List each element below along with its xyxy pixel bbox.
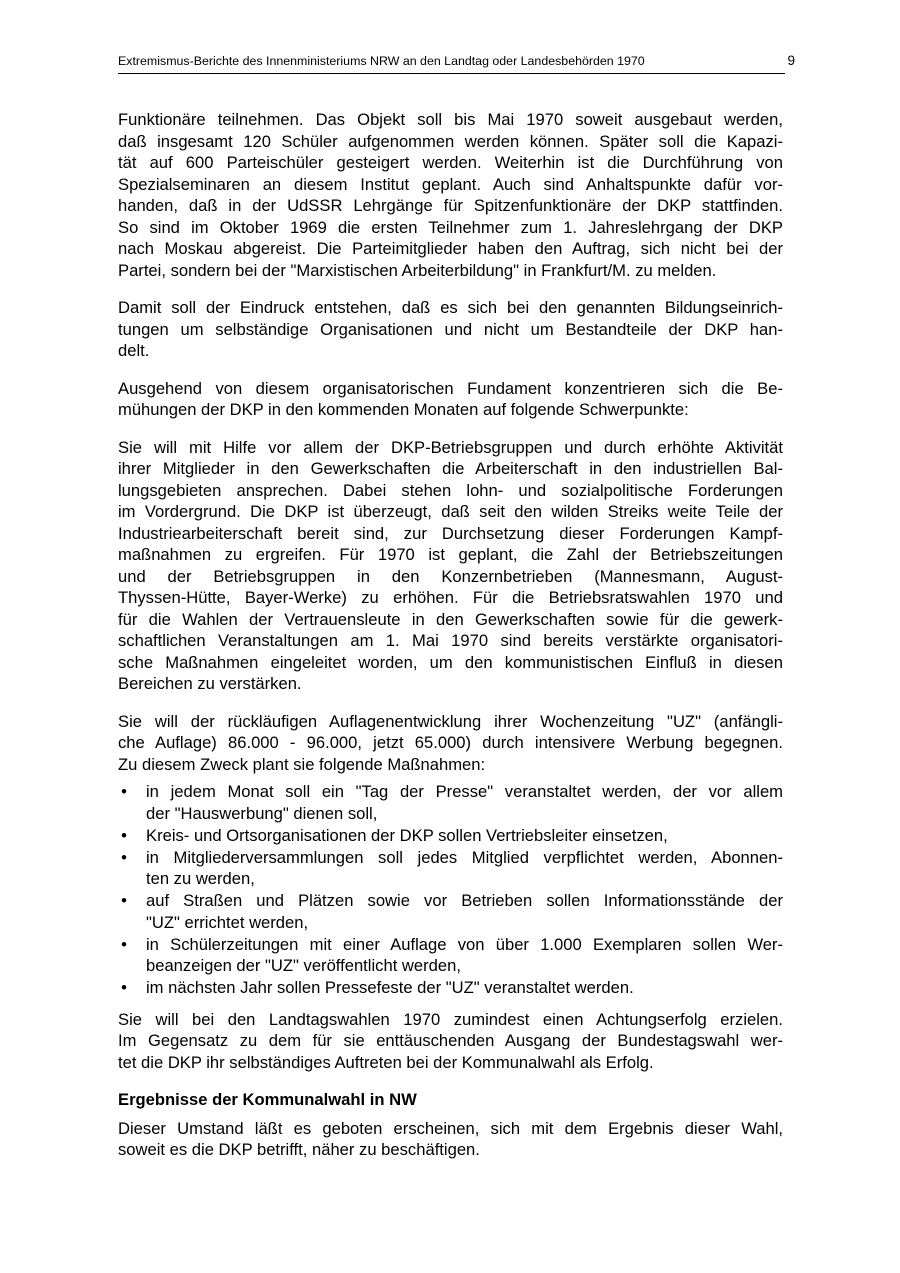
text-line: soweit es die DKP betrifft, näher zu beschäftigen. xyxy=(118,1140,480,1159)
text-line: nach Moskau abgereist. Die Parteimitglieder haben den Auftrag, sich nicht bei der xyxy=(118,239,783,258)
text-line: mühungen der DKP in den kommenden Monaten auf folgende Schwerpunkte: xyxy=(118,400,689,419)
bullet-icon: • xyxy=(121,934,127,954)
bullet-item xyxy=(118,825,783,847)
text-line: Partei, sondern bei der "Marxistischen Arbeiterbildung" in Frankfurt/M. zu melden. xyxy=(118,260,717,280)
text-line: daß insgesamt 120 Schüler aufgenommen werden können. Später soll die Kapazi- xyxy=(118,131,783,151)
paragraph xyxy=(118,109,783,281)
bullet-icon: • xyxy=(121,978,127,997)
text-line: auf Straßen und Plätzen sowie vor Betrieben sollen Informationsstände der xyxy=(146,891,783,910)
text-line: handen, daß in der UdSSR Lehrgänge für Spitzenfunktionäre der DKP stattfinden. xyxy=(118,196,783,215)
bullet-icon: • xyxy=(121,891,127,910)
paragraph xyxy=(118,437,783,695)
text-line: sche Maßnahmen eingeleitet worden, um den kommunistischen Einfluß in diesen xyxy=(118,652,783,672)
text-line: tungen um selbständige Organisationen und nicht um Bestandteile der DKP han- xyxy=(118,319,783,339)
text-line: Funktionäre teilnehmen. Das Objekt soll bis Mai 1970 soweit ausgebaut werden, xyxy=(118,110,783,129)
text-line: schaftlichen Veranstaltungen am 1. Mai 1970 sind bereits verstärkte organisatori- xyxy=(118,631,783,650)
text-line: tät auf 600 Parteischüler gesteigert werden. Weiterhin ist die Durchführung von xyxy=(118,153,783,172)
text-line: ihrer Mitglieder in den Gewerkschaften die Arbeiterschaft in den industriellen Bal- xyxy=(118,459,783,478)
bullet-item xyxy=(118,781,783,824)
paragraph xyxy=(118,297,783,362)
text-line: Industriearbeiterschaft bereit sind, zur Durchsetzung dieser Forderungen Kampf- xyxy=(118,523,783,543)
text-line: Kreis- und Ortsorganisationen der DKP sollen Vertriebsleiter einsetzen, xyxy=(146,825,668,845)
running-header xyxy=(118,53,795,74)
text-line: Spezialseminaren an diesem Institut geplant. Auch sind Anhaltspunkte dafür vor- xyxy=(118,174,783,194)
section-heading: Ergebnisse der Kommunalwahl in NW xyxy=(118,1090,417,1109)
bullet-icon: • xyxy=(121,782,127,801)
text-line: in jedem Monat soll ein "Tag der Presse" veranstaltet werden, der vor allem xyxy=(146,782,783,801)
text-line: beanzeigen der "UZ" veröffentlicht werden, xyxy=(146,956,461,975)
text-line: und der Betriebsgruppen in den Konzernbetrieben (Mannesmann, August- xyxy=(118,566,783,586)
paragraph xyxy=(118,1118,783,1161)
bullet-item xyxy=(118,890,783,933)
text-line: Bereichen zu verstärken. xyxy=(118,674,302,693)
text-line: delt. xyxy=(118,341,150,360)
bullet-icon: • xyxy=(121,847,127,867)
bullet-icon: • xyxy=(121,825,127,845)
bullet-item xyxy=(118,934,783,977)
bullet-item xyxy=(118,847,783,890)
text-line: tet die DKP ihr selbständiges Auftreten bei der Kommunalwahl als Erfolg. xyxy=(118,1052,654,1072)
text-line: Im Gegensatz zu dem für sie enttäuschenden Ausgang der Bundestagswahl wer- xyxy=(118,1031,783,1050)
text-line: Sie will mit Hilfe vor allem der DKP-Betriebsgruppen und durch erhöhte Aktivität xyxy=(118,437,783,457)
header-title: Extremismus-Berichte des Innenministeriums NRW an den Landtag oder Landesbehörden 1970 xyxy=(118,54,645,68)
text-line: Thyssen-Hütte, Bayer-Werke) zu erhöhen. Für die Betriebsratswahlen 1970 und xyxy=(118,588,783,607)
text-line: che Auflage) 86.000 - 96.000, jetzt 65.000) durch intensivere Werbung begegnen. xyxy=(118,733,783,752)
text-line: in Schülerzeitungen mit einer Auflage von über 1.000 Exemplaren sollen Wer- xyxy=(146,934,783,954)
text-line: Sie will bei den Landtagswahlen 1970 zumindest einen Achtungserfolg erzielen. xyxy=(118,1009,783,1029)
document-body xyxy=(118,109,783,1177)
text-line: lungsgebieten ansprechen. Dabei stehen lohn- und sozialpolitische Forderungen xyxy=(118,480,783,500)
text-line: So sind im Oktober 1969 die ersten Teilnehmer zum 1. Jahreslehrgang der DKP xyxy=(118,217,783,237)
text-line: Sie will der rückläufigen Auflagenentwicklung ihrer Wochenzeitung "UZ" (anfängli- xyxy=(118,711,783,731)
text-line: Dieser Umstand läßt es geboten erscheinen, sich mit dem Ergebnis dieser Wahl, xyxy=(118,1118,783,1138)
text-line: Ausgehend von diesem organisatorischen Fundament konzentrieren sich die Be- xyxy=(118,378,783,398)
text-line: für die Wahlen der Vertrauensleute in den Gewerkschaften sowie für die gewerk- xyxy=(118,609,783,629)
text-line: Damit soll der Eindruck entstehen, daß es sich bei den genannten Bildungseinrich- xyxy=(118,298,783,317)
text-line: ten zu werden, xyxy=(146,869,255,888)
text-line: im nächsten Jahr sollen Pressefeste der "UZ" veranstaltet werden. xyxy=(146,978,634,997)
bullet-list xyxy=(118,781,783,999)
text-line: im Vordergrund. Die DKP ist überzeugt, daß seit den wilden Streiks weite Teile der xyxy=(118,502,783,521)
text-line: in Mitgliederversammlungen soll jedes Mitglied verpflichtet werden, Abonnen- xyxy=(146,847,783,867)
page-number: 9 xyxy=(787,53,795,68)
paragraph xyxy=(118,378,783,421)
text-line: maßnahmen zu ergreifen. Für 1970 ist geplant, die Zahl der Betriebszeitungen xyxy=(118,545,783,564)
bullet-item xyxy=(118,977,783,999)
text-line: Zu diesem Zweck plant sie folgende Maßnahmen: xyxy=(118,754,486,774)
paragraph xyxy=(118,711,783,776)
paragraph xyxy=(118,1009,783,1074)
text-line: der "Hauswerbung" dienen soll, xyxy=(146,803,378,823)
text-line: "UZ" errichtet werden, xyxy=(146,912,309,932)
